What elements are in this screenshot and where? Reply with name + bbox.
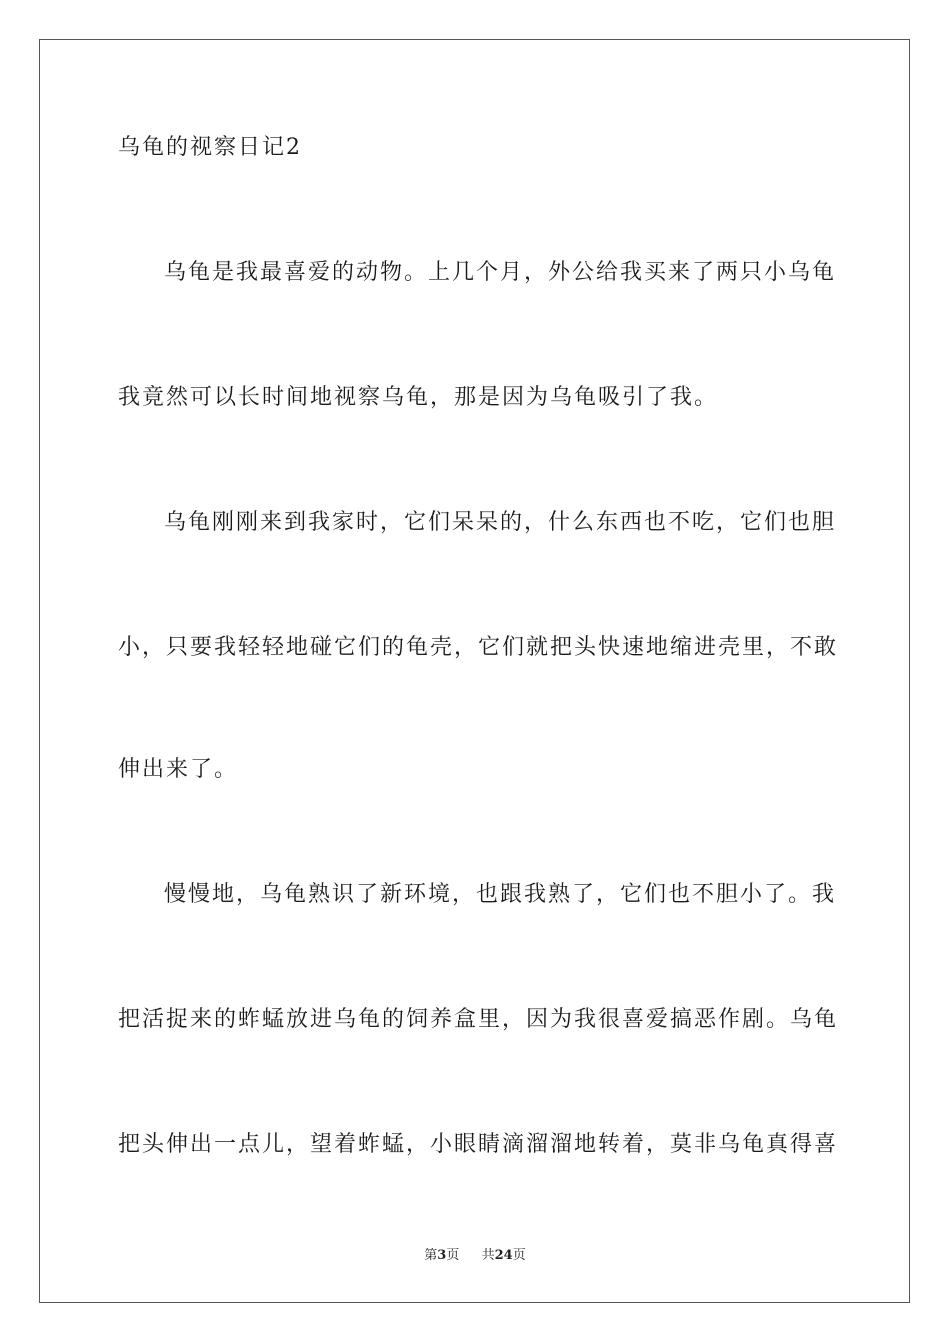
document-title: 乌龟的视察日记2 xyxy=(118,135,302,160)
paragraph-line-5: 伸出来了。 xyxy=(118,757,239,782)
page-total: 共24页 xyxy=(481,1248,526,1263)
current-page-value: 3 xyxy=(437,1248,447,1263)
page-border xyxy=(39,39,910,1303)
paragraph-line-3: 乌龟刚刚来到我家时，它们呆呆的，什么东西也不吃，它们也胆 xyxy=(164,510,837,535)
paragraph-line-4: 小，只要我轻轻地碰它们的龟壳，它们就把头快速地缩进壳里，不敢 xyxy=(118,635,839,660)
paragraph-line-8: 把头伸出一点儿，望着蚱蜢，小眼睛滴溜溜地转着，莫非乌龟真得喜 xyxy=(118,1132,839,1157)
page-footer xyxy=(0,1246,950,1266)
total-pages-value: 24 xyxy=(494,1248,513,1263)
paragraph-line-7: 把活捉来的蚱蜢放进乌龟的饲养盒里，因为我很喜爱搞恶作剧。乌龟 xyxy=(118,1007,839,1032)
paragraph-line-2: 我竟然可以长时间地视察乌龟，那是因为乌龟吸引了我。 xyxy=(118,385,719,410)
paragraph-line-1: 乌龟是我最喜爱的动物。上几个月，外公给我买来了两只小乌龟 xyxy=(164,260,837,285)
page-number: 第3页 xyxy=(424,1248,460,1263)
paragraph-line-6: 慢慢地，乌龟熟识了新环境，也跟我熟了，它们也不胆小了。我 xyxy=(164,882,837,907)
